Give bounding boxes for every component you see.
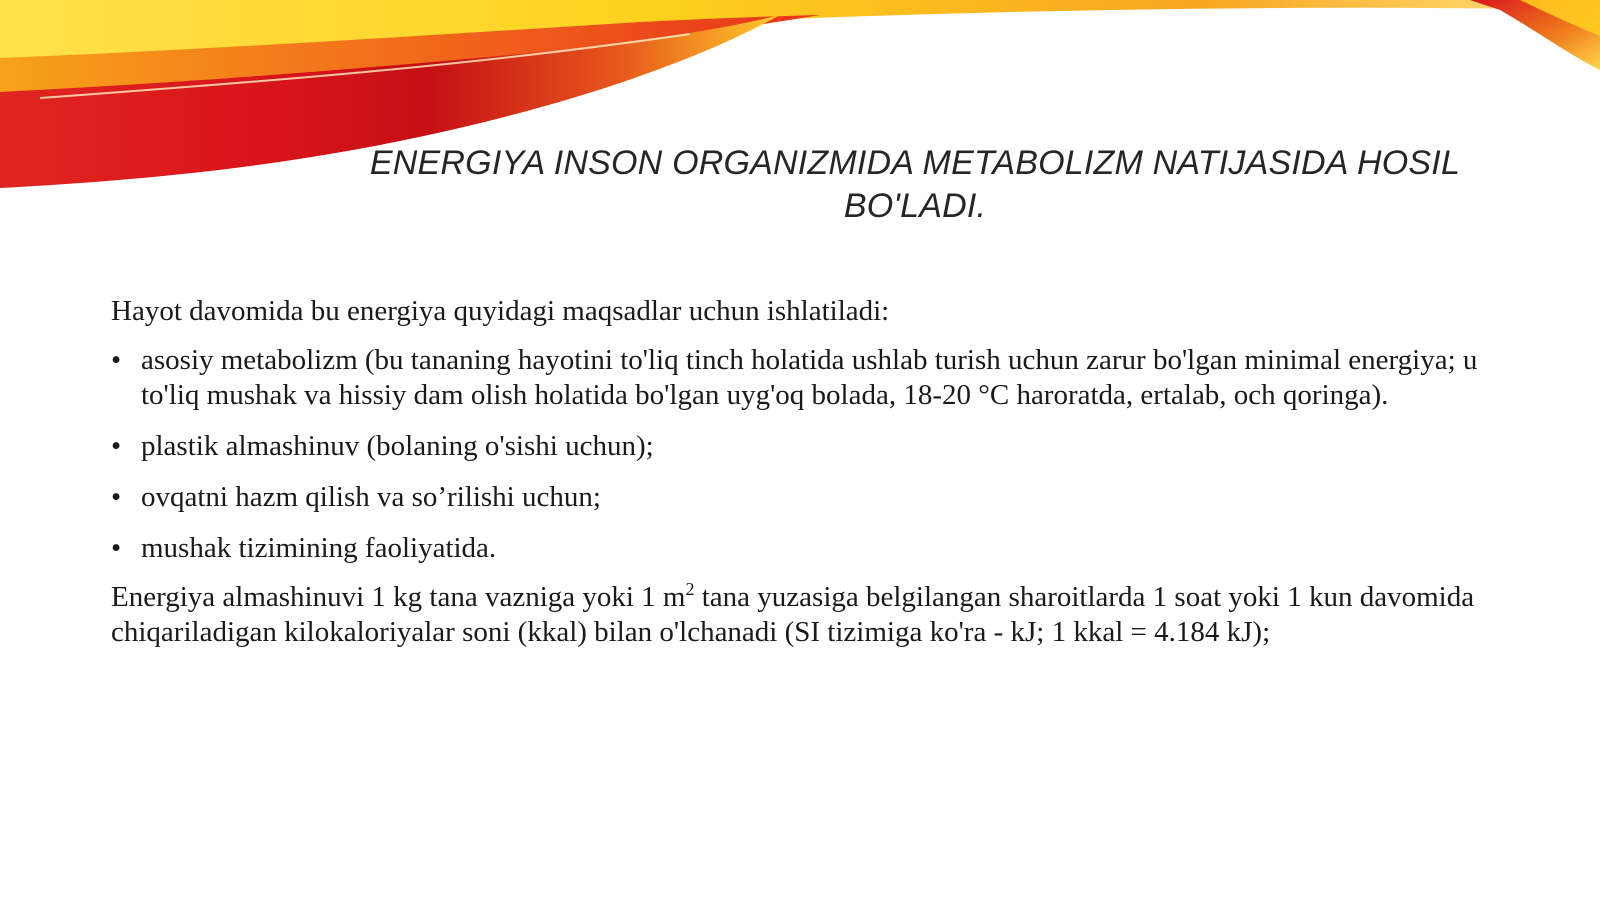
bullet-dot: • xyxy=(111,344,122,376)
bullet-dot: • xyxy=(111,481,122,513)
bullet-item xyxy=(111,429,1501,464)
superscript-two: 2 xyxy=(685,579,695,599)
bullet-text: mushak tizimining faoliyatida. xyxy=(141,532,497,564)
bullet-text: ovqatni hazm qilish va so’rilishi uchun; xyxy=(141,481,601,513)
outro-paragraph xyxy=(111,580,1501,650)
bullet-text: plastik almashinuv (bolaning o'sishi uchun); xyxy=(141,430,654,462)
slide-body xyxy=(111,294,1501,650)
bullet-dot: • xyxy=(111,532,122,564)
bullet-list xyxy=(111,343,1501,566)
bullet-dot: • xyxy=(111,430,122,462)
bullet-item xyxy=(111,531,1501,566)
bullet-item xyxy=(111,343,1501,413)
outro-text-end: tana yuzasiga belgilangan sharoitlarda 1 soat yoki 1 kun davomida chiqariladigan kilokaloriyalar soni (kkal) bilan o'lchanadi (SI tizimiga ko'ra - kJ; 1 kkal = 4.184 kJ); xyxy=(111,581,1475,648)
intro-paragraph: Hayot davomida bu energiya quyidagi maqsadlar uchun ishlatiladi: xyxy=(111,295,890,327)
bullet-text: asosiy metabolizm (bu tananing hayotini to'liq tinch holatida ushlab turish uchun zarur bo'lgan minimal energiya; u to'liq mushak va hissiy dam olish holatida bo'lgan uyg'oq bolada, 18-20 °C haroratda, ertalab, och qoringa). xyxy=(141,344,1478,411)
bullet-item xyxy=(111,480,1501,515)
slide-title: ENERGIYA INSON ORGANIZMIDA METABOLIZM NATIJASIDA HOSIL BO'LADI. xyxy=(369,144,1461,225)
outro-text-start: Energiya almashinuvi 1 kg tana vazniga yoki 1 m xyxy=(111,581,686,613)
